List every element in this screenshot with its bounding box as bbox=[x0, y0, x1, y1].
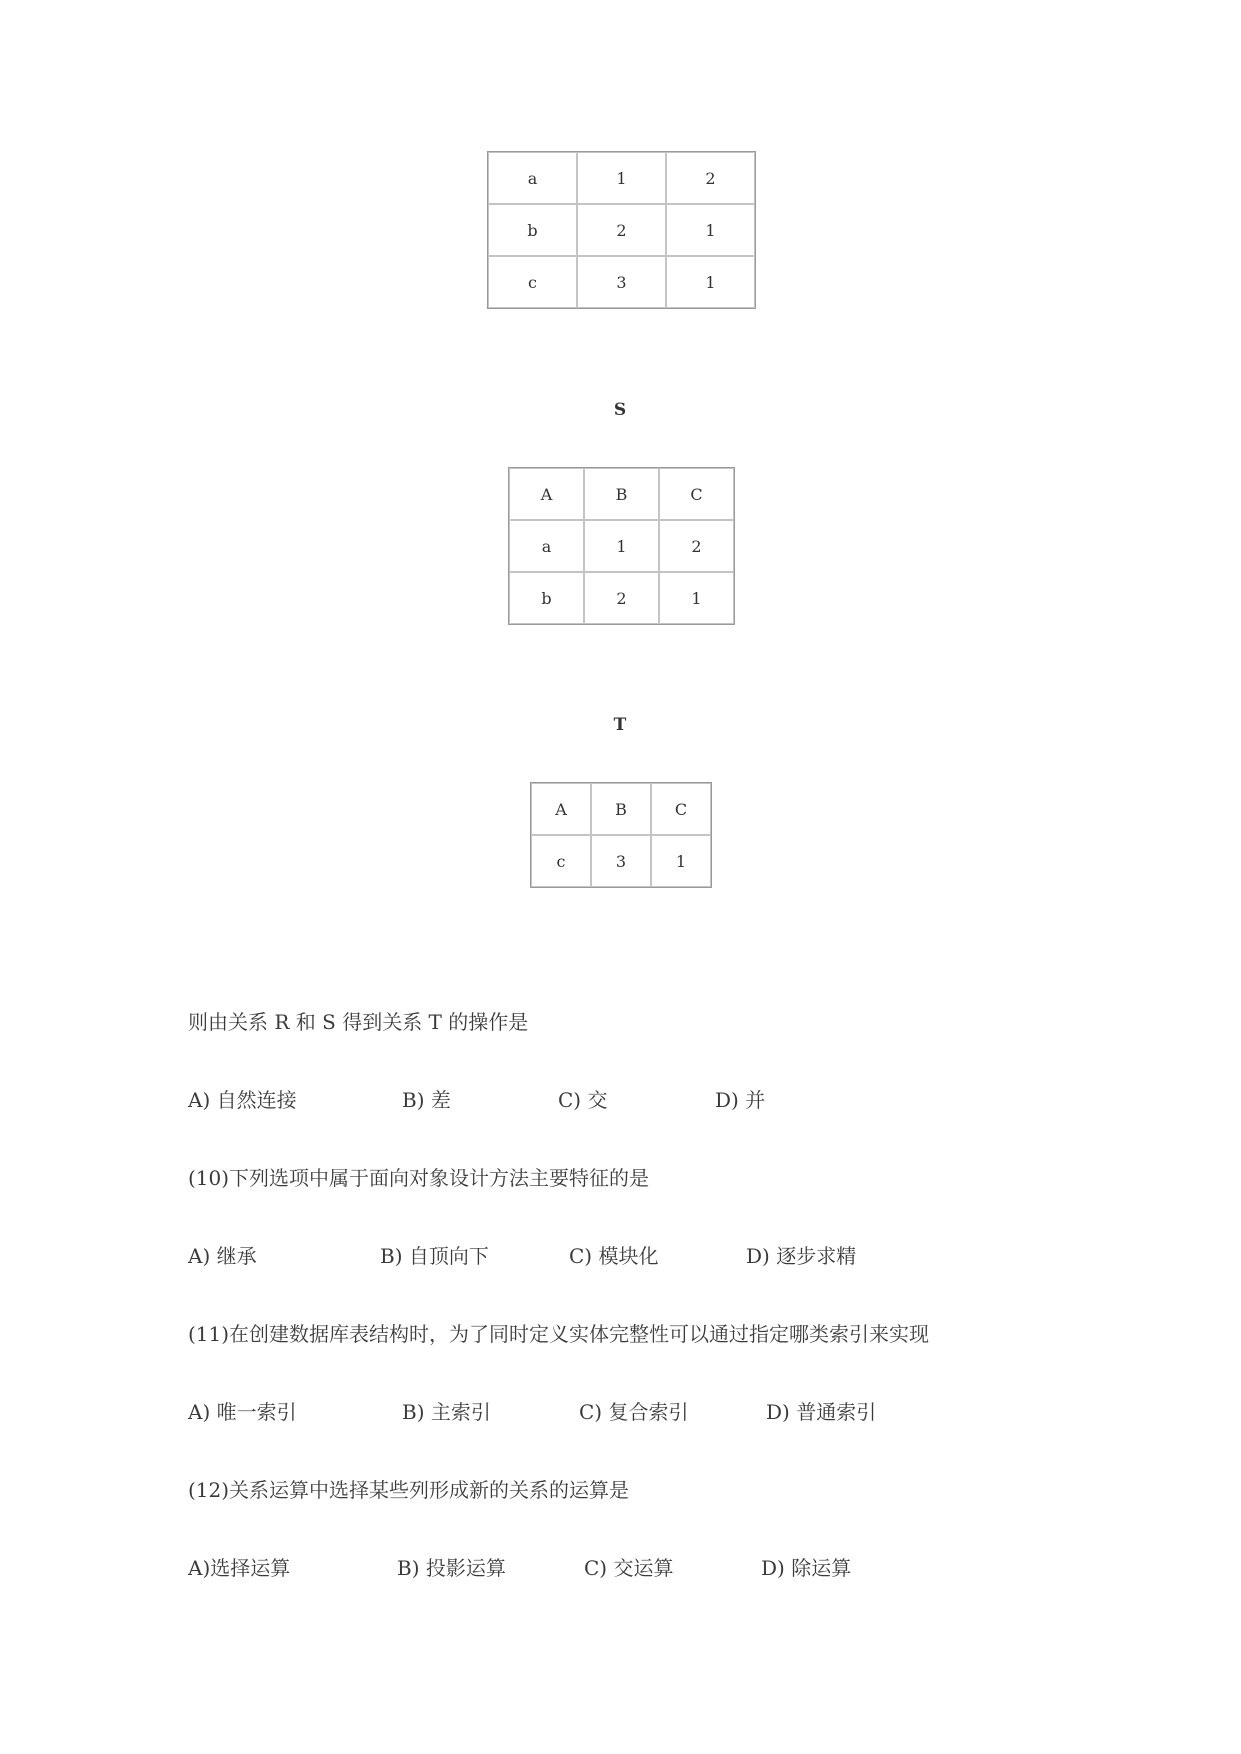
question-9-option-a: A) 自然连接 bbox=[188, 1088, 297, 1112]
table-cell: 2 bbox=[577, 204, 666, 256]
table-row bbox=[488, 256, 755, 308]
table-cell: 2 bbox=[584, 572, 659, 624]
table-row bbox=[509, 572, 734, 624]
question-9-option-d: D) 并 bbox=[715, 1088, 766, 1112]
table-row bbox=[488, 204, 755, 256]
table-cell: 1 bbox=[666, 256, 755, 308]
question-9-stem: 则由关系 R 和 S 得到关系 T 的操作是 bbox=[188, 1010, 529, 1034]
table-row bbox=[531, 835, 711, 887]
column-header: C bbox=[659, 468, 734, 520]
table-cell: 1 bbox=[659, 572, 734, 624]
table-cell: 1 bbox=[584, 520, 659, 572]
question-12-stem: (12)关系运算中选择某些列形成新的关系的运算是 bbox=[188, 1478, 630, 1502]
question-9-option-b: B) 差 bbox=[402, 1088, 451, 1112]
question-11-stem: (11)在创建数据库表结构时，为了同时定义实体完整性可以通过指定哪类索引来实现 bbox=[188, 1322, 930, 1346]
relation-t-label: T bbox=[613, 715, 627, 735]
relation-r-table bbox=[487, 151, 756, 309]
question-11-option-d: D) 普通索引 bbox=[766, 1400, 877, 1424]
table-header-row bbox=[531, 783, 711, 835]
table-cell: a bbox=[509, 520, 584, 572]
question-11-option-a: A) 唯一索引 bbox=[188, 1400, 297, 1424]
table-cell: 2 bbox=[666, 152, 755, 204]
relation-s-table bbox=[508, 467, 735, 625]
question-11-option-b: B) 主索引 bbox=[402, 1400, 491, 1424]
table-cell: a bbox=[488, 152, 577, 204]
table-row bbox=[488, 152, 755, 204]
relation-t-table bbox=[530, 782, 712, 888]
question-12-option-b: B) 投影运算 bbox=[397, 1556, 506, 1580]
table-header-row bbox=[509, 468, 734, 520]
question-9-option-c: C) 交 bbox=[558, 1088, 608, 1112]
question-11-option-c: C) 复合索引 bbox=[579, 1400, 689, 1424]
question-12-option-a: A)选择运算 bbox=[188, 1556, 291, 1580]
question-10-stem: (10)下列选项中属于面向对象设计方法主要特征的是 bbox=[188, 1166, 650, 1190]
table-cell: c bbox=[531, 835, 591, 887]
column-header: A bbox=[531, 783, 591, 835]
question-10-option-c: C) 模块化 bbox=[569, 1244, 659, 1268]
table-cell: 3 bbox=[577, 256, 666, 308]
column-header: B bbox=[584, 468, 659, 520]
question-10-option-d: D) 逐步求精 bbox=[746, 1244, 857, 1268]
question-10-option-a: A) 继承 bbox=[188, 1244, 257, 1268]
table-cell: b bbox=[509, 572, 584, 624]
table-cell: 3 bbox=[591, 835, 651, 887]
question-10-option-b: B) 自顶向下 bbox=[380, 1244, 489, 1268]
table-row bbox=[509, 520, 734, 572]
table-cell: 1 bbox=[577, 152, 666, 204]
column-header: B bbox=[591, 783, 651, 835]
table-cell: 1 bbox=[666, 204, 755, 256]
column-header: C bbox=[651, 783, 711, 835]
question-12-option-c: C) 交运算 bbox=[584, 1556, 674, 1580]
relation-s-label: S bbox=[613, 400, 627, 420]
column-header: A bbox=[509, 468, 584, 520]
table-cell: 2 bbox=[659, 520, 734, 572]
question-12-option-d: D) 除运算 bbox=[761, 1556, 852, 1580]
table-cell: b bbox=[488, 204, 577, 256]
table-cell: c bbox=[488, 256, 577, 308]
table-cell: 1 bbox=[651, 835, 711, 887]
